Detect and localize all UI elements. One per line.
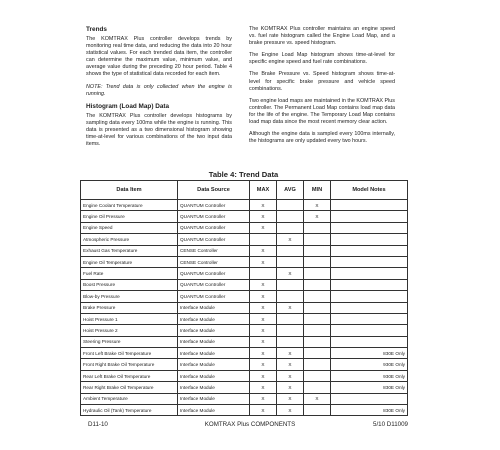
table-row [81,348,408,359]
cell-model-notes [331,336,408,347]
cell-min: X [304,200,331,211]
cell-avg [277,313,304,324]
header-min: MIN [304,181,331,200]
cell-max: X [250,256,277,267]
cell-max: X [250,336,277,347]
cell-model-notes [331,200,408,211]
cell-avg [277,211,304,222]
cell-data-source: Interface Module [178,370,250,381]
cell-min [304,256,331,267]
cell-data-item: Atmospheric Pressure [81,234,178,245]
cell-model-notes [331,393,408,404]
cell-max: X [250,245,277,256]
cell-avg [277,256,304,267]
cell-max: X [250,222,277,233]
cell-model-notes: 830E Only [331,382,408,393]
cell-max [250,268,277,279]
histogram-heading: Histogram (Load Map) Data [86,102,170,110]
table-row [81,200,408,211]
cell-min [304,302,331,313]
cell-data-item: Front Right Brake Oil Temperature [81,359,178,370]
cell-model-notes [331,256,408,267]
cell-min [304,325,331,336]
cell-data-item: Exhaust Gas Temperature [81,245,178,256]
cell-min: X [304,211,331,222]
table-row [81,382,408,393]
table-header-row [81,181,408,200]
cell-data-source: CENSE Controller [178,256,250,267]
table-row [81,245,408,256]
cell-data-item: Front Left Brake Oil Temperature [81,348,178,359]
cell-avg: X [277,359,304,370]
cell-model-notes [331,313,408,324]
cell-min [304,279,331,290]
cell-avg [277,279,304,290]
cell-min [304,336,331,347]
histogram-paragraph: The KOMTRAX Plus controller develops histograms by sampling data every 100ms while the engine is running. This data is presented as a two dimensional histogram showing time-at-level for various combinations of the two input data items. [86,112,232,148]
trends-paragraph: The KOMTRAX Plus controller develops trends by monitoring real time data, and reducing the data into 20 hour statistical values. For each trended data item, the controller can determine the maximum value, minimum value, and average value during the preceding 20 hour period. Table 4 shows the type of statistical data recorded for each item. [86,36,232,78]
cell-max: X [250,200,277,211]
cell-data-source: Interface Module [178,302,250,313]
cell-data-item: Hoist Pressure 2 [81,325,178,336]
cell-data-item: Rear Right Brake Oil Temperature [81,382,178,393]
cell-data-item: Engine Oil Temperature [81,256,178,267]
page-number: D11-10 [88,421,108,428]
cell-model-notes: 830E Only [331,405,408,416]
table-row [81,393,408,404]
cell-max: X [250,279,277,290]
cell-data-item: Blow-by Pressure [81,291,178,302]
cell-avg: X [277,302,304,313]
cell-data-source: CENSE Controller [178,245,250,256]
cell-min [304,370,331,381]
cell-model-notes [331,291,408,302]
cell-avg: X [277,370,304,381]
cell-avg [277,222,304,233]
table-row [81,222,408,233]
cell-data-item: Boost Pressure [81,279,178,290]
cell-data-source: QUANTUM Controller [178,291,250,302]
header-avg: AVG [277,181,304,200]
cell-max: X [250,211,277,222]
header-data-source: Data Source [178,181,250,200]
table-row [81,359,408,370]
cell-model-notes [331,234,408,245]
table-row [81,279,408,290]
sampling-paragraph: Although the engine data is sampled every 100ms internally, the histograms are only updated every two hours. [249,131,395,145]
table-body [81,200,408,416]
cell-data-item: Brake Pressure [81,302,178,313]
table-row [81,302,408,313]
table-row [81,211,408,222]
cell-data-source: Interface Module [178,359,250,370]
header-max: MAX [250,181,277,200]
cell-avg [277,291,304,302]
cell-avg: X [277,234,304,245]
cell-data-item: Hoist Pressure 1 [81,313,178,324]
cell-data-source: QUANTUM Controller [178,211,250,222]
cell-model-notes [331,279,408,290]
cell-avg: X [277,268,304,279]
cell-min [304,245,331,256]
cell-data-source: QUANTUM Controller [178,279,250,290]
table-row [81,405,408,416]
cell-avg: X [277,405,304,416]
cell-avg: X [277,393,304,404]
cell-max: X [250,348,277,359]
cell-min [304,291,331,302]
cell-data-item: Engine Speed [81,222,178,233]
cell-data-source: Interface Module [178,405,250,416]
cell-avg [277,200,304,211]
cell-model-notes: 930E Only [331,359,408,370]
cell-avg: X [277,382,304,393]
cell-avg [277,336,304,347]
right-text-column [249,26,395,150]
cell-data-source: QUANTUM Controller [178,268,250,279]
cell-model-notes [331,268,408,279]
cell-data-item: Fuel Rate [81,268,178,279]
cell-data-item: Ambient Temperature [81,393,178,404]
cell-model-notes: 830E Only [331,348,408,359]
section-title: KOMTRAX Plus COMPONENTS [204,421,296,428]
trend-data-table [80,180,408,416]
load-map-paragraph: The KOMTRAX Plus controller maintains an engine speed vs. fuel rate histogram called the Engine Load Map, and a brake pressure vs. speed histogram. [249,26,395,47]
left-text-column [86,26,232,153]
cell-min [304,348,331,359]
cell-model-notes [331,325,408,336]
cell-data-item: Engine Oil Pressure [81,211,178,222]
table-title: Table 4: Trend Data [208,170,279,179]
load-maps-paragraph: Two engine load maps are maintained in the KOMTRAX Plus controller. The Permanent Load Map contains load map data for the life of the engine. The Temporary Load Map contains load map data since the most recent memory clear action. [249,97,395,126]
cell-min [304,222,331,233]
header-data-item: Data Item [81,181,178,200]
table-row [81,313,408,324]
table-row [81,256,408,267]
trends-heading: Trends [86,26,107,33]
trend-note: NOTE: Trend data is only collected when the engine is running. [86,83,232,97]
cell-max: X [250,393,277,404]
table-row [81,325,408,336]
cell-avg [277,245,304,256]
cell-model-notes [331,245,408,256]
cell-data-source: Interface Module [178,325,250,336]
header-model-notes: Model Notes [331,181,408,200]
cell-data-item: Rear Left Brake Oil Temperature [81,370,178,381]
cell-min [304,405,331,416]
cell-model-notes: 930E Only [331,370,408,381]
cell-data-item: Engine Coolant Temperature [81,200,178,211]
cell-data-source: Interface Module [178,382,250,393]
cell-data-source: Interface Module [178,336,250,347]
cell-data-source: QUANTUM Controller [178,200,250,211]
cell-data-source: QUANTUM Controller [178,222,250,233]
cell-min [304,234,331,245]
table-row [81,336,408,347]
cell-min [304,359,331,370]
cell-min: X [304,393,331,404]
cell-data-item: Steering Pressure [81,336,178,347]
engine-load-map-paragraph: The Engine Load Map histogram shows time-at-level for specific engine speed and fuel rate combinations. [249,52,395,66]
cell-min [304,268,331,279]
cell-data-source: Interface Module [178,348,250,359]
cell-min [304,313,331,324]
cell-max: X [250,313,277,324]
table-row [81,291,408,302]
brake-pressure-paragraph: The Brake Pressure vs. Speed histogram shows time-at-level for specific brake pressure and vehicle speed combinations. [249,71,395,92]
table-row [81,370,408,381]
cell-max [250,234,277,245]
cell-max: X [250,405,277,416]
cell-avg: X [277,348,304,359]
cell-max: X [250,302,277,313]
cell-data-item: Hydraulic Oil (Tank) Temperature [81,405,178,416]
cell-max: X [250,325,277,336]
cell-model-notes [331,302,408,313]
cell-max: X [250,382,277,393]
cell-data-source: QUANTUM Controller [178,234,250,245]
cell-max: X [250,291,277,302]
table-row [81,268,408,279]
cell-data-source: Interface Module [178,313,250,324]
cell-max: X [250,359,277,370]
cell-max: X [250,370,277,381]
document-code: 5/10 D11009 [373,421,408,428]
cell-model-notes [331,211,408,222]
cell-avg [277,325,304,336]
table-row [81,234,408,245]
cell-model-notes [331,222,408,233]
cell-data-source: Interface Module [178,393,250,404]
cell-min [304,382,331,393]
